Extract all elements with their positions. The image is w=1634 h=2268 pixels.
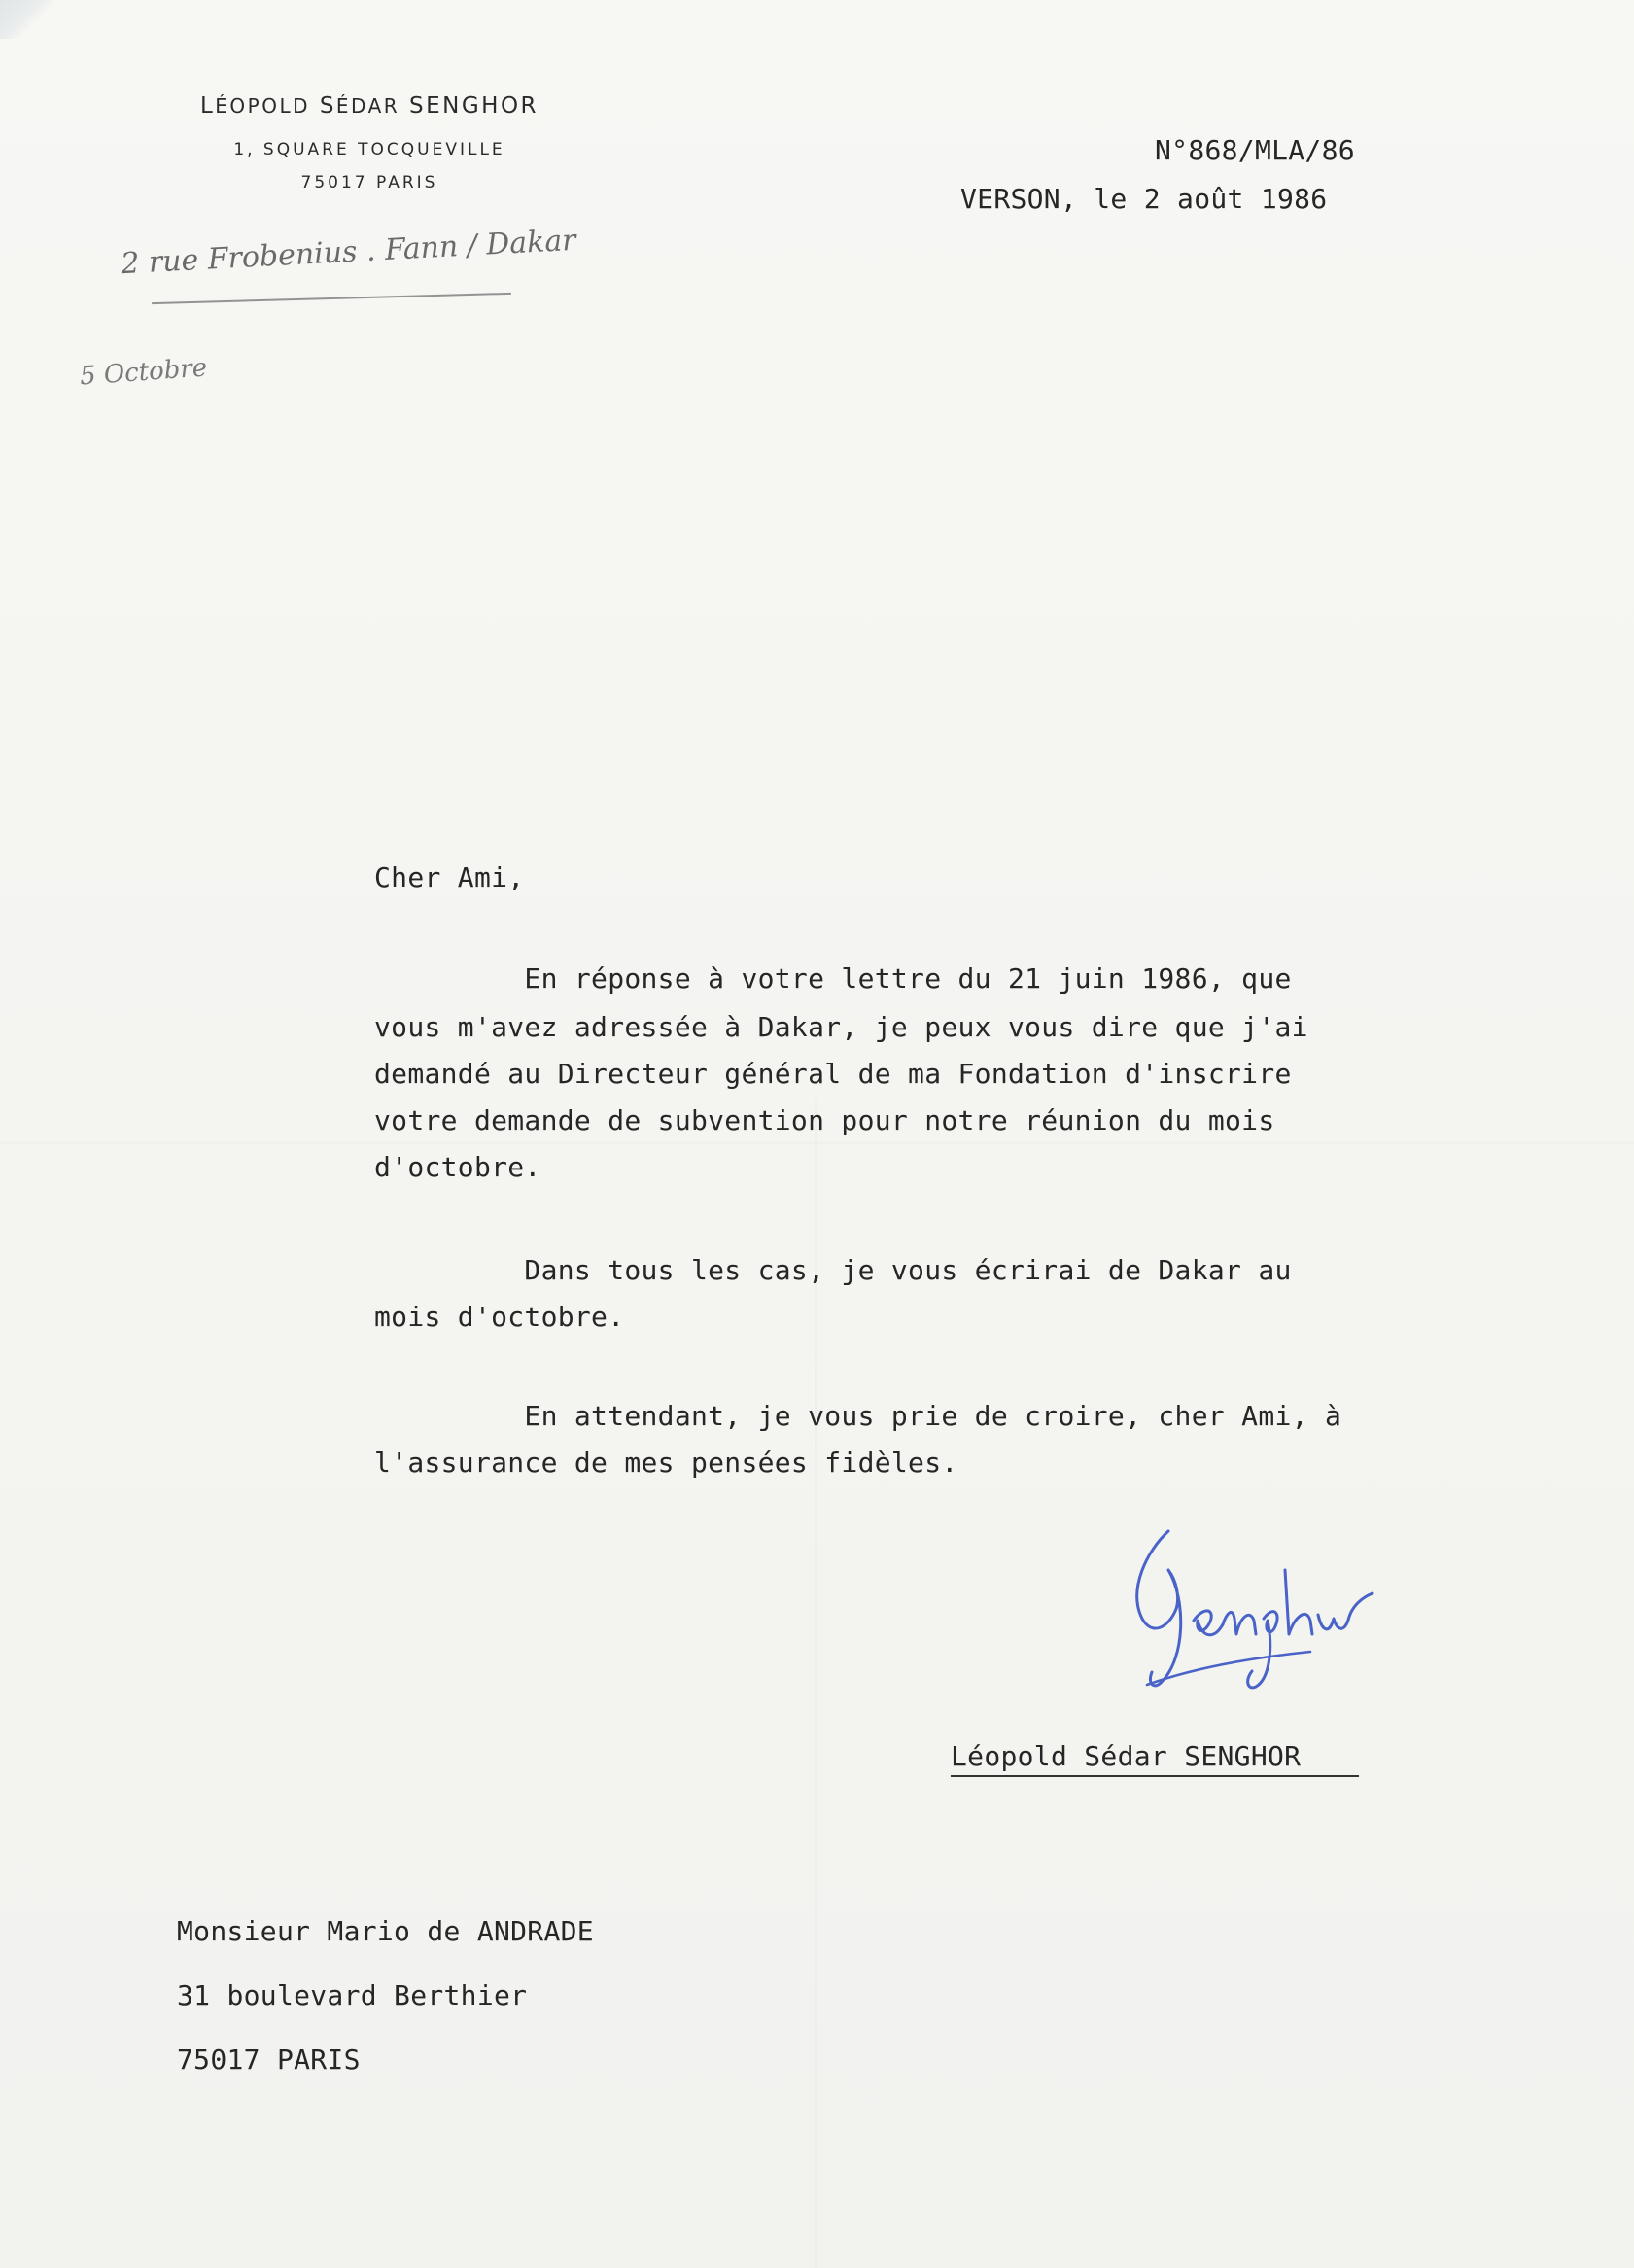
salutation: Cher Ami,: [374, 861, 525, 893]
signature-underline: [951, 1775, 1359, 1777]
date-line: VERSON, le 2 août 1986: [960, 183, 1328, 215]
recipient-city: 75017 PARIS: [177, 2043, 361, 2076]
letterhead-lastname: SENGHOR: [409, 93, 539, 119]
letterhead-name: [126, 93, 612, 119]
letterhead-initial-2: S: [319, 93, 336, 119]
horizontal-fold-line: [0, 1142, 1634, 1145]
paragraph-3-line: En attendant, je vous prie de croire, cher Ami, à: [374, 1400, 1342, 1432]
paragraph-1-line: demandé au Directeur général de ma Fondation d'inscrire: [374, 1058, 1292, 1090]
letterhead-address: 1, SQUARE TOCQUEVILLE: [233, 140, 505, 159]
paragraph-2-line: Dans tous les cas, je vous écrirai de Dakar au: [374, 1254, 1292, 1286]
corner-fold: [0, 0, 58, 39]
paragraph-1-line: d'octobre.: [374, 1151, 541, 1183]
reference-number: N°868/MLA/86: [1155, 134, 1355, 166]
typed-signature-name: Léopold Sédar SENGHOR: [951, 1740, 1302, 1772]
paragraph-1-line: votre demande de subvention pour notre réunion du mois: [374, 1104, 1275, 1136]
letterhead-city: 75017 PARIS: [300, 173, 438, 192]
paragraph-2-line: mois d'octobre.: [374, 1301, 625, 1333]
letterhead-initial-1: L: [199, 93, 216, 119]
handwritten-date-note: 5 Octobre: [79, 353, 209, 392]
paragraph-1-line: vous m'avez adressée à Dakar, je peux vous dire que j'ai: [374, 1011, 1308, 1043]
letterhead-middlename: ÉDAR: [335, 94, 400, 118]
recipient-street: 31 boulevard Berthier: [177, 1979, 528, 2011]
handwritten-signature: [1108, 1512, 1390, 1706]
handwritten-address-note: 2 rue Frobenius . Fann / Dakar: [120, 223, 577, 282]
paragraph-3-line: l'assurance de mes pensées fidèles.: [374, 1447, 958, 1479]
recipient-name: Monsieur Mario de ANDRADE: [177, 1915, 594, 1947]
handwritten-underline: [152, 293, 511, 304]
paragraph-1-line: En réponse à votre lettre du 21 juin 1986, que: [374, 962, 1292, 994]
letterhead-firstname: ÉOPOLD: [215, 94, 310, 118]
